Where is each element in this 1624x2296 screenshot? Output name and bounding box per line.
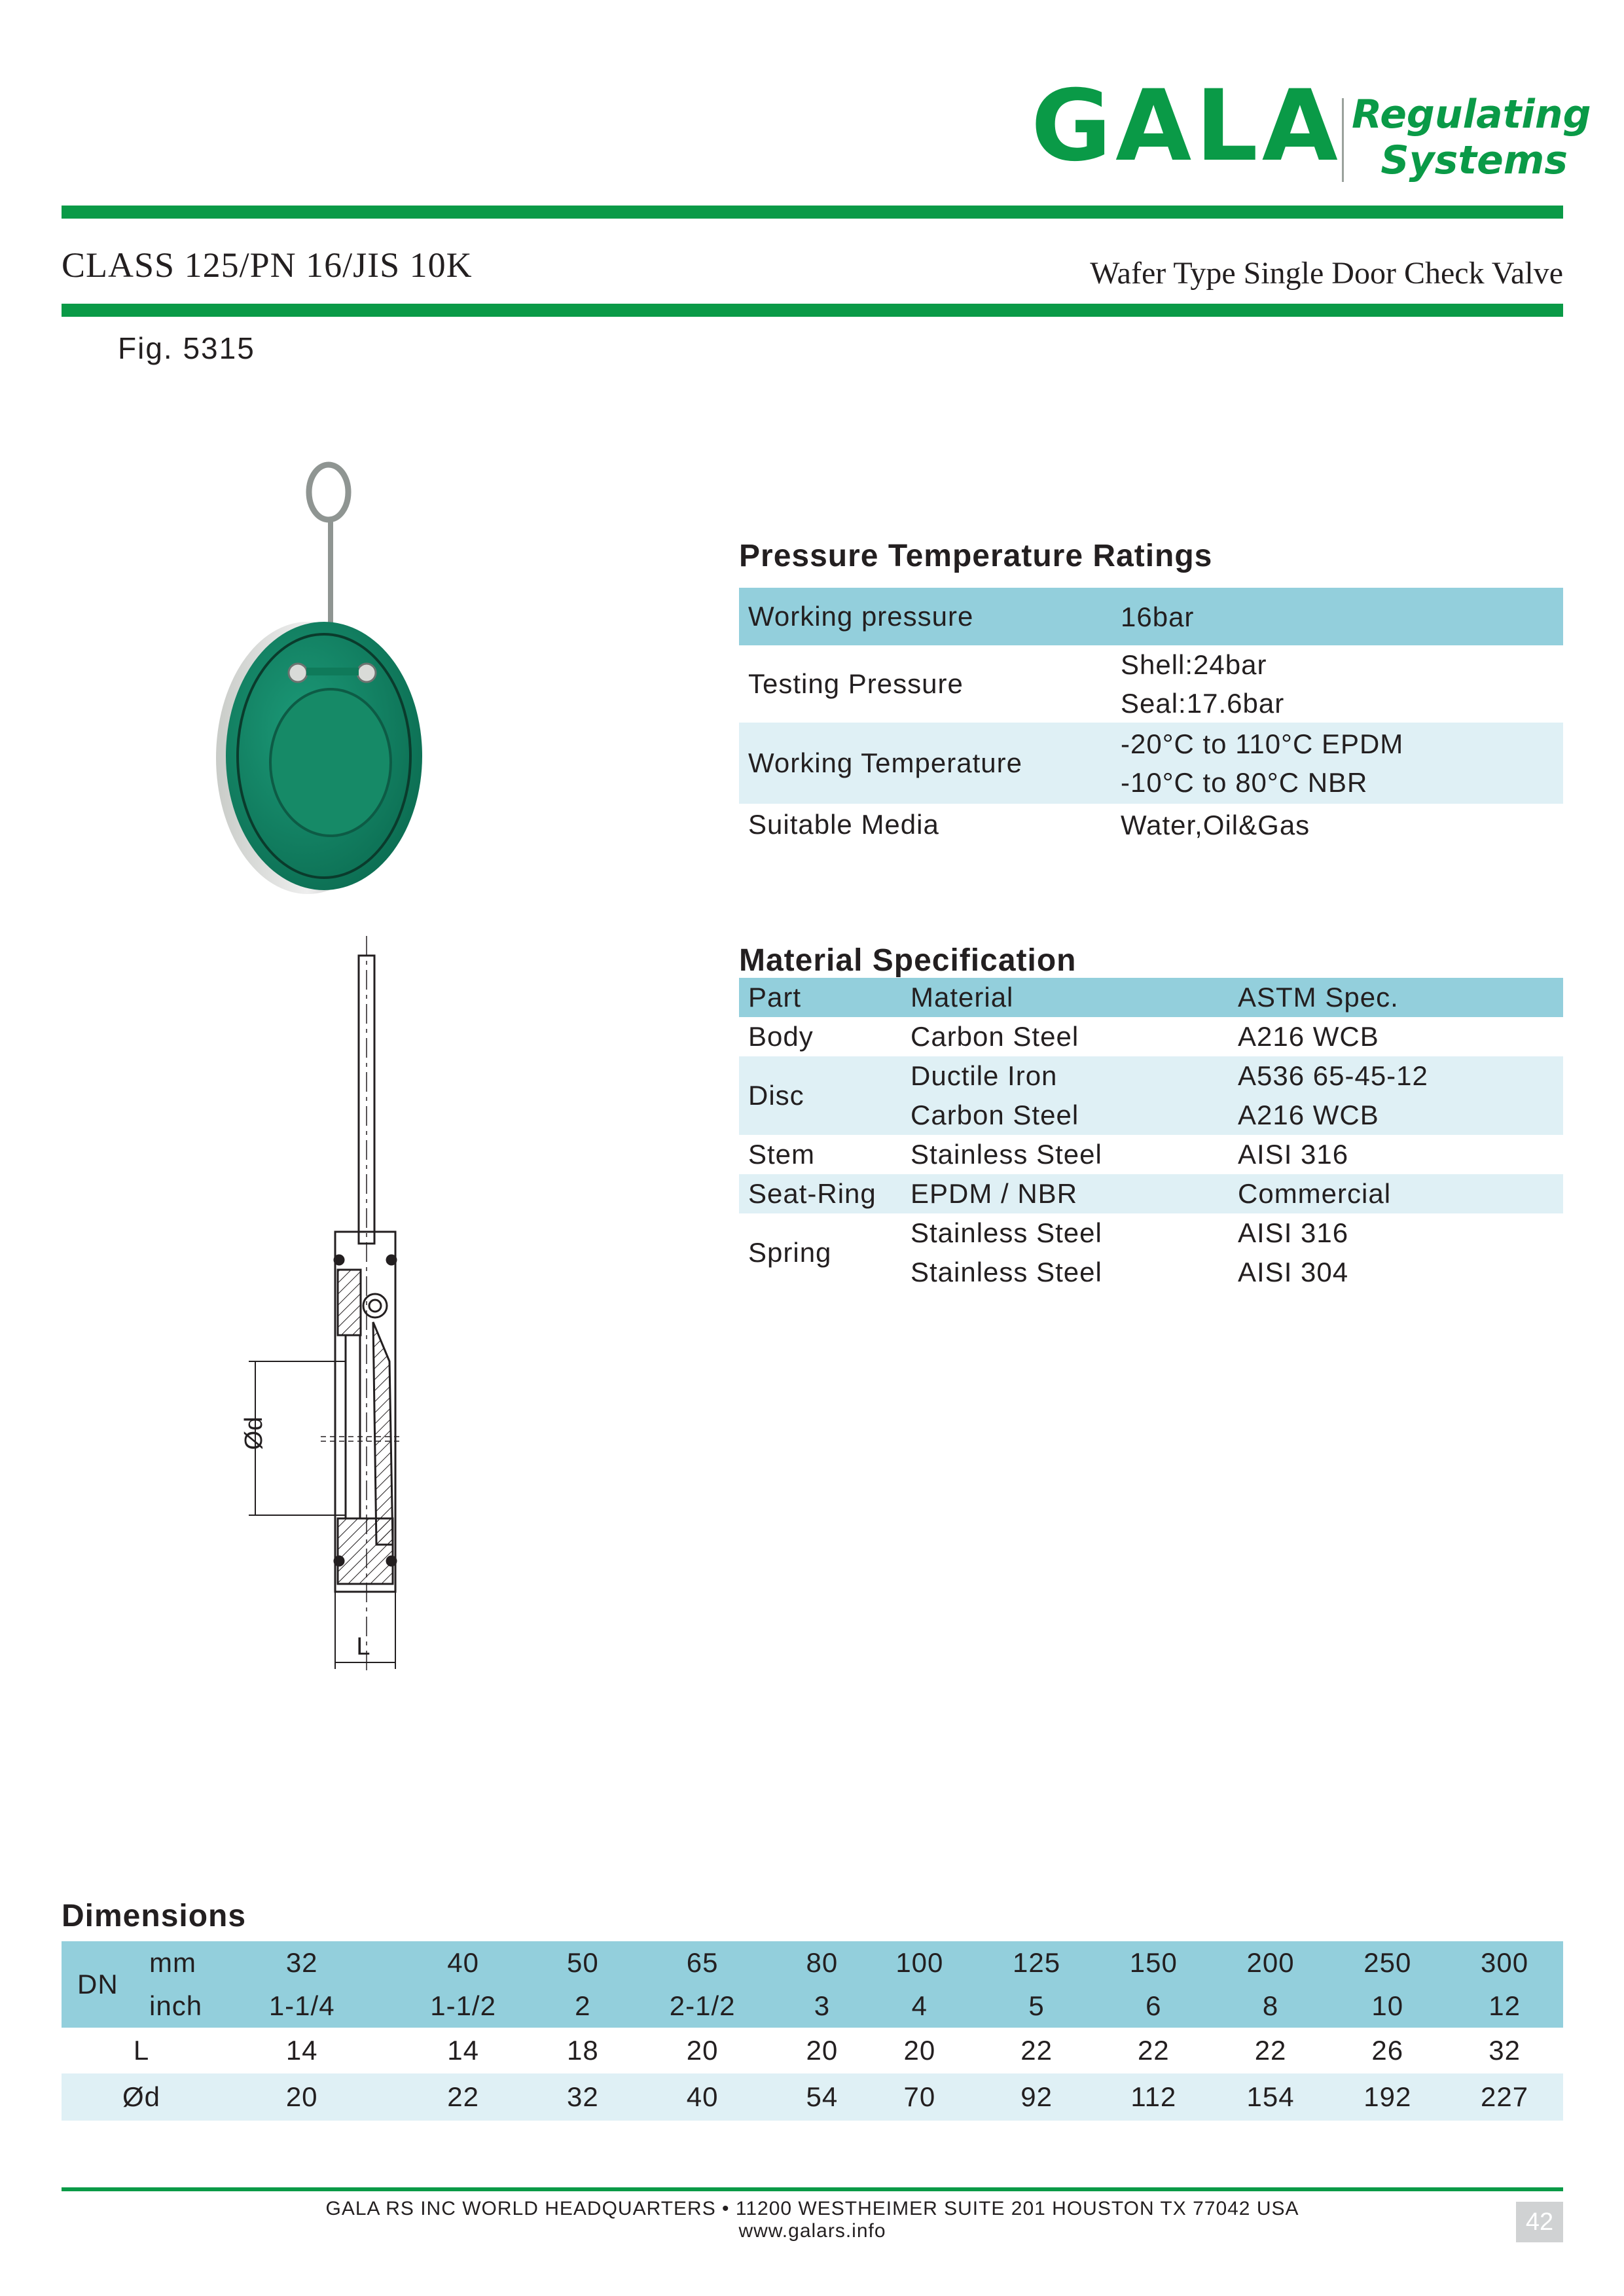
dimensions-row-d xyxy=(62,2073,1563,2121)
material-name: EPDM / NBR xyxy=(911,1178,1078,1209)
page-number: 42 xyxy=(1516,2202,1563,2242)
dimensions-table xyxy=(62,1941,1563,2121)
dim-cell: 26 xyxy=(1371,2035,1404,2066)
material-spec: AISI 304 xyxy=(1238,1257,1349,1287)
dim-cell: 20 xyxy=(285,2081,318,2112)
material-name: Ductile Iron xyxy=(911,1060,1058,1091)
material-name: Stainless Steel xyxy=(911,1257,1102,1287)
dim-cell: 200 xyxy=(1246,1947,1295,1978)
dim-cell: 20 xyxy=(806,2035,839,2066)
dimensions-row-inch xyxy=(62,1984,1563,2028)
dim-cell: 2-1/2 xyxy=(669,1990,736,2021)
dim-cell: 1-1/4 xyxy=(268,1990,335,2021)
dim-cell: 2 xyxy=(575,1990,591,2021)
dimensions-title: Dimensions xyxy=(62,1899,247,1933)
pressure-ratings-table xyxy=(739,588,1563,846)
dimensions-row-mm xyxy=(62,1941,1563,1984)
valve-section-drawing xyxy=(236,929,432,1682)
dim-cell: 92 xyxy=(1020,2081,1053,2112)
pressure-value xyxy=(1111,645,1563,723)
material-spec: A216 WCB xyxy=(1238,1021,1379,1052)
dim-cell: 250 xyxy=(1363,1947,1412,1978)
dim-cell: 12 xyxy=(1489,1990,1521,2021)
header-part: Part xyxy=(748,982,802,1013)
header-rule-top xyxy=(62,206,1563,219)
material-part: Body xyxy=(748,1021,814,1052)
header-rule-bottom xyxy=(62,304,1563,317)
dim-cell: 4 xyxy=(911,1990,928,2021)
material-spec: A536 65-45-12 xyxy=(1238,1060,1428,1091)
mm-label: mm xyxy=(149,1947,196,1978)
dim-cell: 70 xyxy=(903,2081,936,2112)
dim-cell: 20 xyxy=(903,2035,936,2066)
pressure-label: Working pressure xyxy=(748,601,974,632)
material-spec: AISI 316 xyxy=(1238,1217,1349,1248)
dim-cell: 150 xyxy=(1129,1947,1178,1978)
dim-cell: 22 xyxy=(1020,2035,1053,2066)
dim-cell: 32 xyxy=(567,2081,599,2112)
dim-cell: 8 xyxy=(1262,1990,1279,2021)
dim-cell: 227 xyxy=(1481,2081,1529,2112)
material-part: Seat-Ring xyxy=(748,1178,876,1209)
pressure-row xyxy=(739,588,1563,645)
tagline-line-1: Regulating xyxy=(1352,92,1591,137)
product-title: Wafer Type Single Door Check Valve xyxy=(1090,256,1563,291)
material-name: Stainless Steel xyxy=(911,1217,1102,1248)
pressure-row xyxy=(739,645,1563,723)
material-row xyxy=(739,1135,1563,1174)
dim-cell: 20 xyxy=(686,2035,719,2066)
dim-cell: 22 xyxy=(447,2081,479,2112)
dim-cell: 32 xyxy=(1489,2035,1521,2066)
footer-address: GALA RS INC WORLD HEADQUARTERS • 11200 WESTHEIMER SUITE 201 HOUSTON TX 77042 USA xyxy=(325,2198,1299,2219)
material-row xyxy=(739,1017,1563,1056)
dim-cell: 22 xyxy=(1137,2035,1170,2066)
brand-tagline xyxy=(1352,92,1591,183)
footer-website: www.galars.info xyxy=(738,2220,886,2242)
pressure-value-line: -20°C to 110°C EPDM xyxy=(1121,728,1404,759)
pressure-value-line: Shell:24bar xyxy=(1121,649,1267,680)
material-part: Stem xyxy=(748,1139,816,1170)
material-spec-table xyxy=(739,978,1563,1292)
dim-cell: 6 xyxy=(1146,1990,1162,2021)
dim-cell: 22 xyxy=(1254,2035,1287,2066)
header-spec: ASTM Spec. xyxy=(1238,982,1399,1013)
dim-cell: 40 xyxy=(447,1947,479,1978)
figure-number: Fig. 5315 xyxy=(118,331,255,365)
material-part: Spring xyxy=(748,1237,832,1268)
footer-rule xyxy=(62,2187,1563,2191)
dim-cell: 300 xyxy=(1481,1947,1529,1978)
pressure-label: Suitable Media xyxy=(748,809,939,840)
diameter-label: Ød xyxy=(240,1416,268,1450)
material-header-row xyxy=(739,978,1563,1017)
material-spec: Commercial xyxy=(1238,1178,1392,1209)
material-row xyxy=(739,1213,1563,1253)
material-row xyxy=(739,1056,1563,1096)
dim-cell: 1-1/2 xyxy=(430,1990,496,2021)
l-label: L xyxy=(133,2035,150,2066)
material-name: Stainless Steel xyxy=(911,1139,1102,1170)
pressure-value-line: Seal:17.6bar xyxy=(1121,688,1285,719)
dim-cell: 100 xyxy=(895,1947,944,1978)
pressure-row xyxy=(739,723,1563,804)
dim-cell: 18 xyxy=(567,2035,599,2066)
material-spec: AISI 316 xyxy=(1238,1139,1349,1170)
pressure-value: Water,Oil&Gas xyxy=(1121,809,1310,840)
d-label: Ød xyxy=(122,2081,161,2112)
material-row xyxy=(739,1174,1563,1213)
dim-cell: 40 xyxy=(686,2081,719,2112)
pressure-label: Testing Pressure xyxy=(748,668,964,699)
tagline-line-2: Systems xyxy=(1380,137,1568,183)
dim-cell: 50 xyxy=(567,1947,599,1978)
pressure-value xyxy=(1111,723,1563,804)
length-label: L xyxy=(356,1633,370,1660)
dn-label: DN xyxy=(77,1969,118,2000)
dim-cell: 192 xyxy=(1363,2081,1412,2112)
header-material: Material xyxy=(911,982,1014,1013)
material-name: Carbon Steel xyxy=(911,1021,1079,1052)
pressure-row xyxy=(739,804,1563,846)
dim-cell: 10 xyxy=(1371,1990,1404,2021)
dim-cell: 14 xyxy=(285,2035,318,2066)
dim-cell: 14 xyxy=(447,2035,479,2066)
dim-cell: 3 xyxy=(814,1990,831,2021)
inch-label: inch xyxy=(149,1990,203,2021)
dim-cell: 54 xyxy=(806,2081,839,2112)
pressure-value-line: -10°C to 80°C NBR xyxy=(1121,767,1368,798)
class-rating: CLASS 125/PN 16/JIS 10K xyxy=(62,245,473,285)
dim-cell: 154 xyxy=(1246,2081,1295,2112)
dim-cell: 65 xyxy=(686,1947,719,1978)
dim-cell: 32 xyxy=(285,1947,318,1978)
dim-cell: 5 xyxy=(1028,1990,1045,2021)
material-spec: A216 WCB xyxy=(1238,1100,1379,1130)
dim-cell: 125 xyxy=(1013,1947,1061,1978)
material-name: Carbon Steel xyxy=(911,1100,1079,1130)
pressure-ratings-title: Pressure Temperature Ratings xyxy=(739,539,1213,573)
material-spec-title: Material Specification xyxy=(739,943,1077,978)
logo-divider xyxy=(1342,98,1344,182)
pressure-value: 16bar xyxy=(1121,601,1195,632)
dim-cell: 80 xyxy=(806,1947,839,1978)
pressure-label: Working Temperature xyxy=(748,747,1022,778)
dimensions-row-l xyxy=(62,2028,1563,2073)
valve-photo xyxy=(196,452,445,897)
dim-cell: 112 xyxy=(1130,2081,1177,2112)
material-part: Disc xyxy=(748,1080,804,1111)
brand-logo: GALA xyxy=(1031,69,1342,183)
